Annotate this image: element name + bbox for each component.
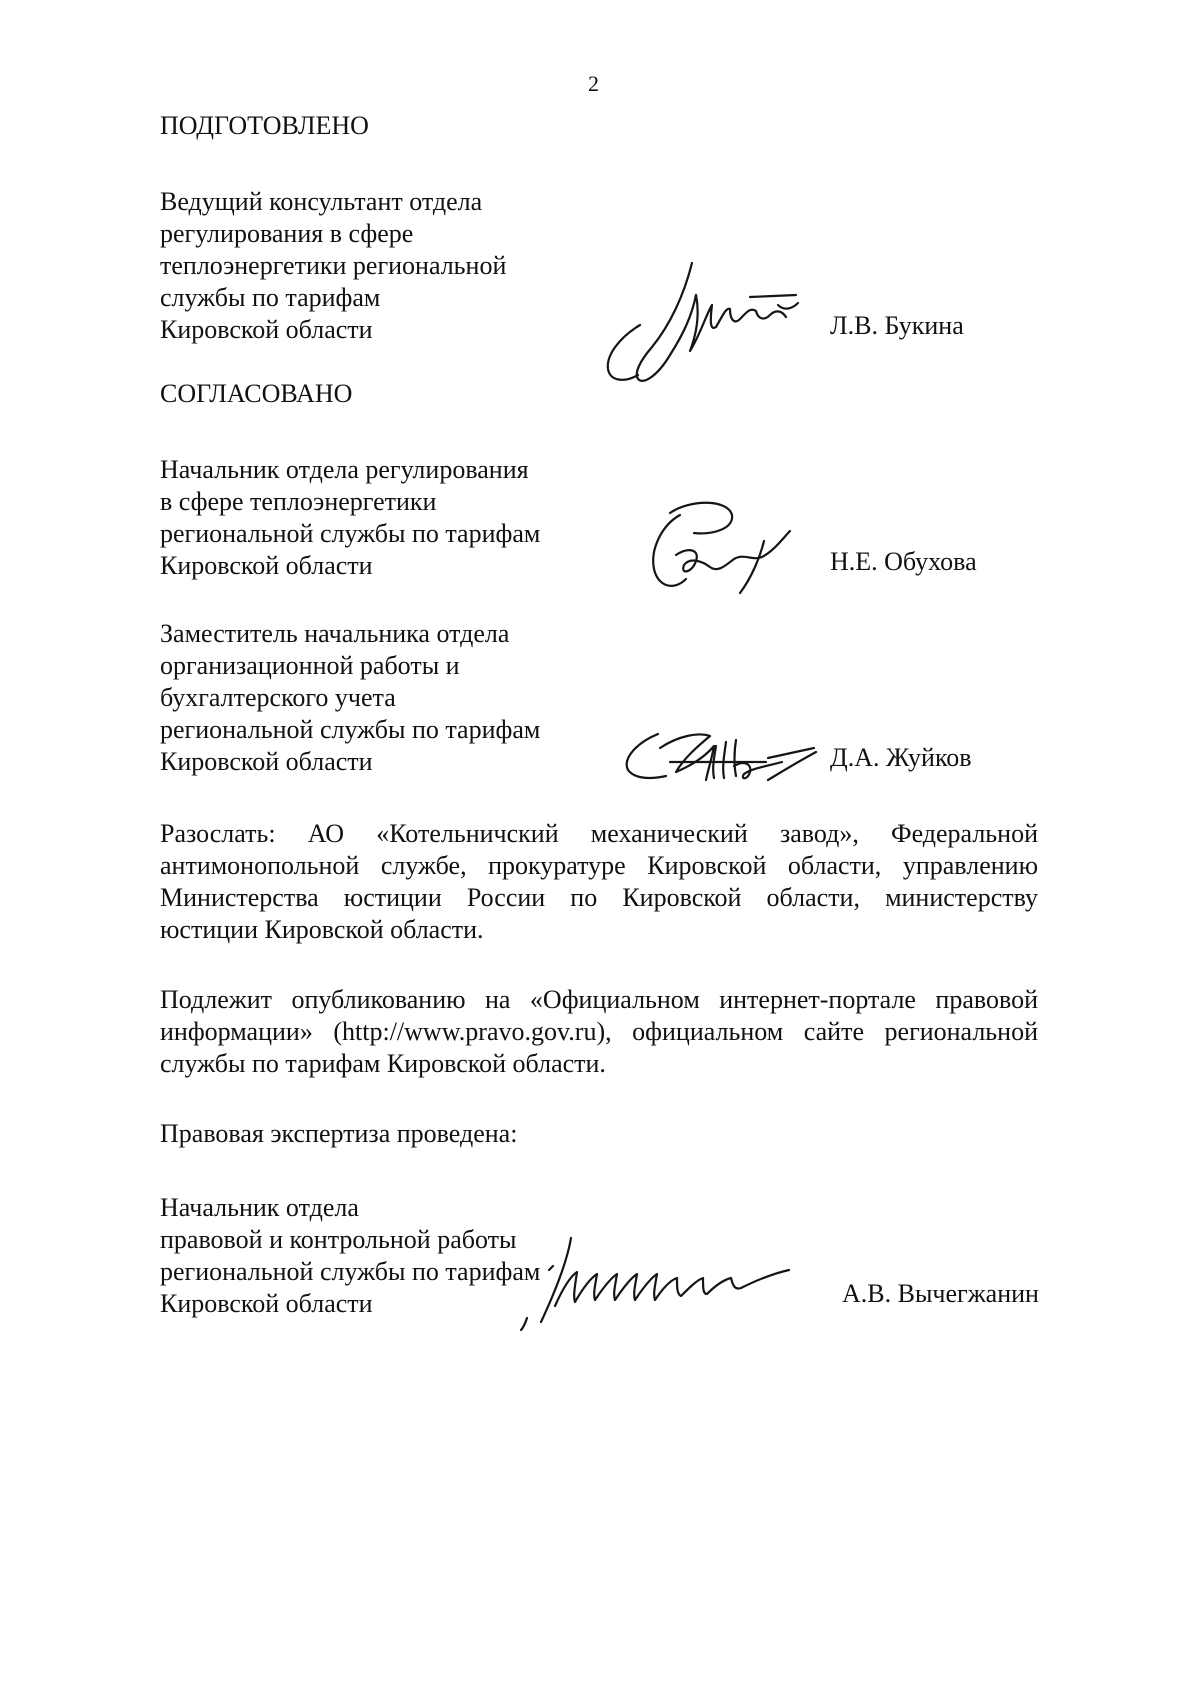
signature-vychegzhanin (505, 1232, 805, 1332)
position-line: Кировской области (160, 315, 373, 344)
distribution-paragraph (160, 818, 1038, 946)
agreed-heading: СОГЛАСОВАНО (160, 379, 353, 408)
position-line: Ведущий консультант отдела (160, 187, 483, 216)
position-line: регулирования в сфере (160, 219, 414, 248)
position-line: региональной службы по тарифам (160, 519, 541, 548)
agreed-signer-1-name: Н.Е. Обухова (830, 547, 977, 576)
distribution-line: юстиции Кировской области. (160, 915, 484, 944)
signature-bukina (600, 255, 810, 390)
publication-line: Подлежит опубликованию на «Официальном интернет-портале правовой (160, 985, 1038, 1014)
position-line: Кировской области (160, 747, 373, 776)
publication-line: службы по тарифам Кировской области. (160, 1049, 606, 1078)
publication-paragraph (160, 984, 1038, 1080)
position-line: в сфере теплоэнергетики (160, 487, 437, 516)
position-line: Заместитель начальника отдела (160, 619, 510, 648)
distribution-line: Разослать: АО «Котельничский механический завод», Федеральной (160, 819, 1038, 848)
prepared-signer-name: Л.В. Букина (830, 311, 964, 340)
position-line: региональной службы по тарифам (160, 715, 541, 744)
agreed-signer-2-name: Д.А. Жуйков (830, 743, 972, 772)
page-number: 2 (588, 71, 599, 96)
legal-review-heading: Правовая экспертиза проведена: (160, 1119, 518, 1148)
position-line: правовой и контрольной работы (160, 1225, 517, 1254)
agreed-signer-2-position (160, 618, 540, 778)
legal-review-position (160, 1192, 540, 1320)
position-line: службы по тарифам (160, 283, 381, 312)
position-line: Начальник отдела (160, 1193, 359, 1222)
position-line: Кировской области (160, 1289, 373, 1318)
distribution-line: Министерства юстиции России по Кировской области, министерству (160, 883, 1038, 912)
publication-line: информации» (http://www.pravo.gov.ru), официальном сайте региональной (160, 1017, 1038, 1046)
position-line: региональной службы по тарифам (160, 1257, 541, 1286)
prepared-position (160, 186, 506, 346)
position-line: Кировской области (160, 551, 373, 580)
signature-obukhova (640, 495, 800, 605)
signature-zhuykov (618, 722, 833, 790)
prepared-heading: ПОДГОТОВЛЕНО (160, 111, 369, 140)
position-line: бухгалтерского учета (160, 683, 396, 712)
agreed-signer-1-position (160, 454, 540, 582)
distribution-line: антимонопольной службе, прокуратуре Кировской области, управлению (160, 851, 1038, 880)
position-line: организационной работы и (160, 651, 460, 680)
position-line: Начальник отдела регулирования (160, 455, 529, 484)
position-line: теплоэнергетики региональной (160, 251, 507, 280)
legal-review-signer-name: А.В. Вычегжанин (842, 1279, 1039, 1308)
